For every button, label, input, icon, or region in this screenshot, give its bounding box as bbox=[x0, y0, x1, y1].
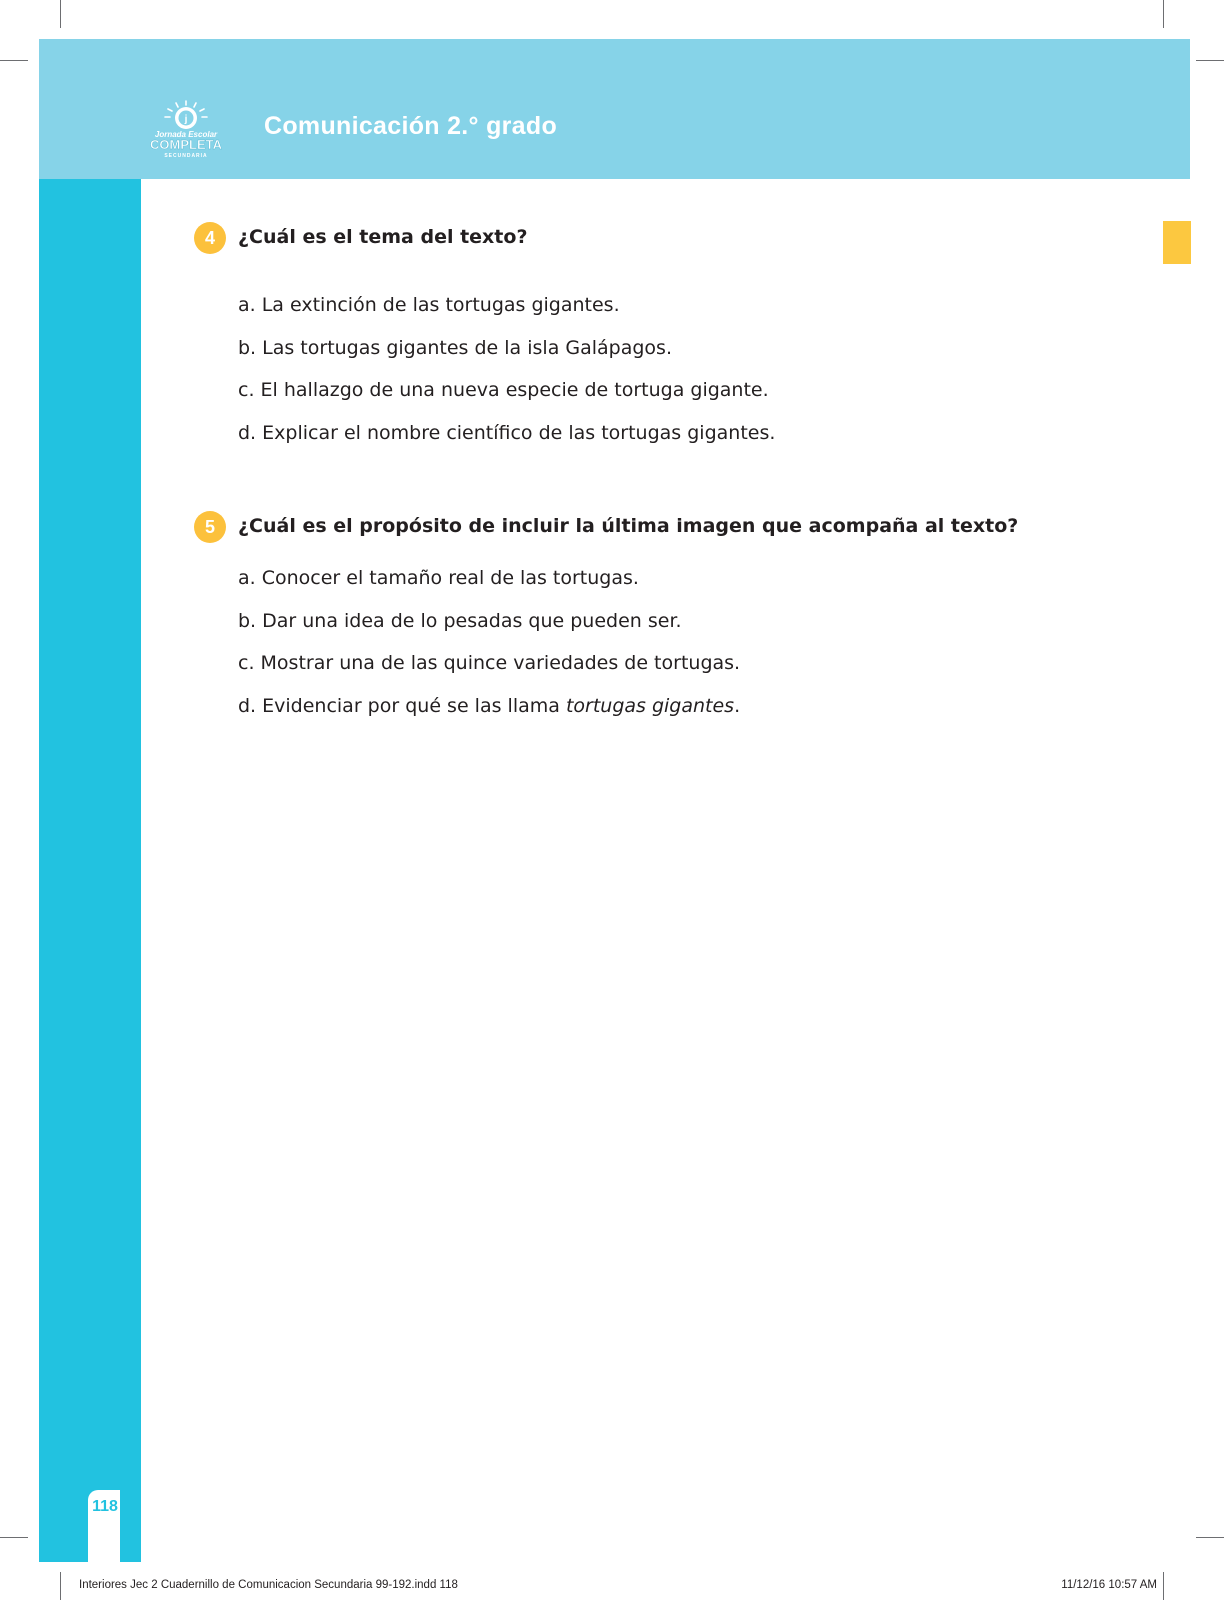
answer-option: d. Explicar el nombre científico de las tortugas gigantes. bbox=[238, 422, 776, 444]
page-number: 118 bbox=[92, 1498, 118, 1515]
question-number-badge: 5 bbox=[194, 511, 226, 543]
crop-mark-top-left-vertical bbox=[60, 0, 61, 28]
answer-option-suffix: . bbox=[734, 695, 741, 717]
answer-option: b. Las tortugas gigantes de la isla Galápagos. bbox=[238, 337, 672, 359]
crop-mark-top-right-horizontal bbox=[1196, 60, 1224, 61]
svg-text:Jornada Escolar: Jornada Escolar bbox=[154, 130, 218, 139]
question-text: ¿Cuál es el tema del texto? bbox=[238, 226, 528, 248]
crop-mark-bottom-left-vertical bbox=[60, 1572, 61, 1600]
answer-option-emphasis: tortugas gigantes bbox=[565, 695, 735, 717]
svg-text:SECUNDARIA: SECUNDARIA bbox=[164, 153, 208, 159]
answer-option bbox=[238, 695, 740, 717]
answer-option: a. Conocer el tamaño real de las tortugas. bbox=[238, 567, 639, 589]
crop-mark-top-right-vertical bbox=[1163, 0, 1164, 28]
svg-text:j: j bbox=[184, 114, 188, 125]
footer-file-slug: Interiores Jec 2 Cuadernillo de Comunicacion Secundaria 99-192.indd 118 bbox=[79, 1579, 458, 1591]
question-text: ¿Cuál es el propósito de incluir la última imagen que acompaña al texto? bbox=[238, 515, 1019, 537]
crop-mark-bottom-right-vertical bbox=[1163, 1572, 1164, 1600]
crop-mark-bottom-left-horizontal bbox=[0, 1537, 28, 1538]
question-number-badge: 4 bbox=[194, 222, 226, 254]
crop-mark-top-left-horizontal bbox=[0, 60, 28, 61]
answer-option: a. La extinción de las tortugas gigantes. bbox=[238, 294, 620, 316]
jornada-escolar-completa-logo bbox=[146, 100, 226, 160]
sidebar-band bbox=[39, 179, 141, 1562]
answer-option: b. Dar una idea de lo pesadas que pueden ser. bbox=[238, 610, 682, 632]
page-title: Comunicación 2.° grado bbox=[264, 112, 558, 140]
crop-mark-bottom-right-horizontal bbox=[1196, 1537, 1224, 1538]
answer-option: c. Mostrar una de las quince variedades de tortugas. bbox=[238, 652, 741, 674]
section-edge-tab bbox=[1163, 221, 1191, 264]
svg-text:COMPLETA: COMPLETA bbox=[150, 137, 222, 152]
answer-option: c. El hallazgo de una nueva especie de tortuga gigante. bbox=[238, 379, 769, 401]
footer-date: 11/12/16 10:57 AM bbox=[1061, 1579, 1157, 1591]
answer-option-prefix: d. Evidenciar por qué se las llama bbox=[238, 695, 566, 717]
